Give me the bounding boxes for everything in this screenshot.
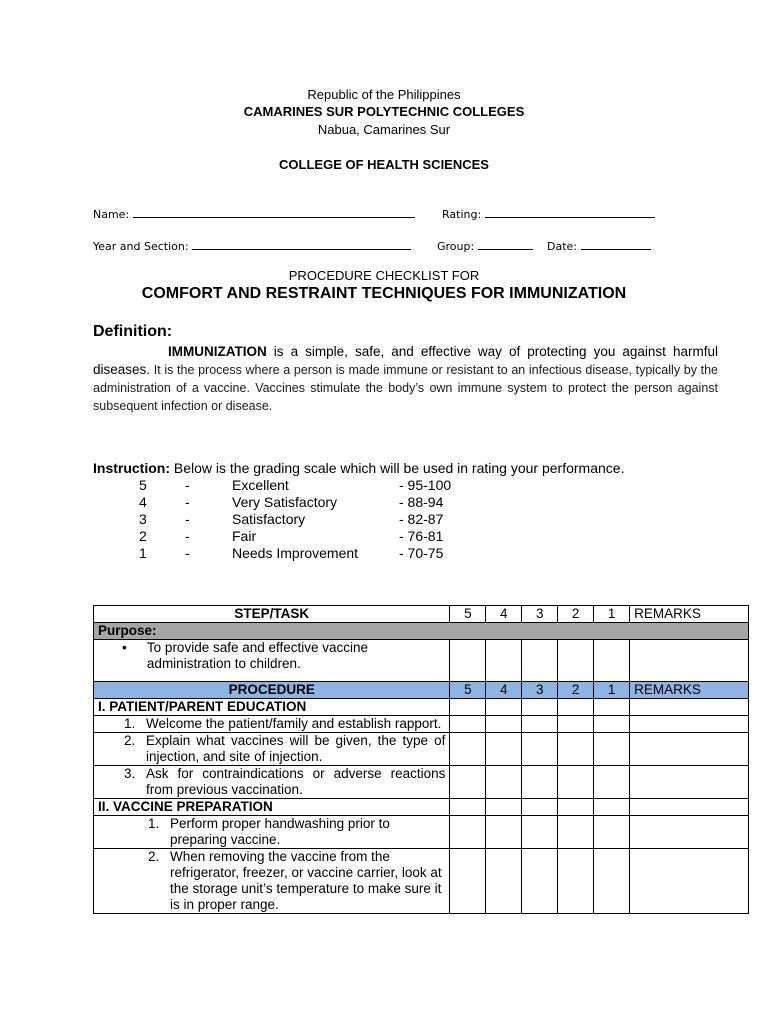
year-section-line xyxy=(192,238,411,250)
col-remarks: REMARKS xyxy=(630,606,749,623)
scale-row xyxy=(93,511,493,528)
definition-term: IMMUNIZATION xyxy=(168,344,267,359)
item-number: 3. xyxy=(124,766,136,781)
task-cell xyxy=(94,766,450,799)
score-cell[interactable] xyxy=(450,766,486,799)
name-field[interactable] xyxy=(93,206,415,221)
header-school: CAMARINES SUR POLYTECHNIC COLLEGES xyxy=(243,104,525,119)
instruction-label: Instruction: xyxy=(93,460,170,476)
score-cell[interactable] xyxy=(450,849,486,914)
score-cell[interactable] xyxy=(450,816,486,849)
remarks-cell[interactable] xyxy=(630,716,749,733)
group-label: Group: xyxy=(437,240,475,253)
section-row xyxy=(94,799,749,816)
table-row xyxy=(94,816,749,849)
score-cell[interactable] xyxy=(450,640,486,682)
grading-scale xyxy=(93,477,493,562)
scale-dash: - xyxy=(185,545,190,561)
scale-row xyxy=(93,528,493,545)
rating-label: Rating: xyxy=(442,208,482,221)
scale-score: 4 xyxy=(139,494,147,510)
checklist-label: PROCEDURE CHECKLIST FOR xyxy=(288,268,480,283)
scale-row xyxy=(93,477,493,494)
score-cell[interactable] xyxy=(486,640,522,682)
name-label: Name: xyxy=(93,208,130,221)
definition-heading: Definition: xyxy=(93,323,173,340)
definition-body xyxy=(93,343,718,415)
score-cell[interactable] xyxy=(558,640,594,682)
score-cell[interactable] xyxy=(522,640,558,682)
scale-row xyxy=(93,545,493,562)
col-score-3: 3 xyxy=(522,606,558,623)
group-line xyxy=(478,238,533,250)
table-row xyxy=(94,716,749,733)
purpose-cell xyxy=(94,640,450,682)
item-number: 2. xyxy=(148,849,160,864)
table-row xyxy=(94,849,749,914)
year-section-field[interactable] xyxy=(93,238,411,253)
score-cell[interactable] xyxy=(594,640,630,682)
scale-score: 5 xyxy=(139,477,147,493)
scale-desc: Needs Improvement xyxy=(232,545,359,561)
task-cell xyxy=(94,849,450,914)
score-cell[interactable] xyxy=(594,766,630,799)
task-cell xyxy=(94,716,450,733)
checklist-title: COMFORT AND RESTRAINT TECHNIQUES FOR IMMUNIZATION xyxy=(141,285,627,302)
scale-range: - 76-81 xyxy=(399,528,444,544)
instruction-text: Below is the grading scale which will be used in rating your performance. xyxy=(170,460,625,476)
scale-desc: Very Satisfactory xyxy=(232,494,338,510)
table-row xyxy=(94,640,749,682)
procedure-score-1: 1 xyxy=(594,682,630,699)
remarks-cell[interactable] xyxy=(630,640,749,682)
procedure-score-2: 2 xyxy=(558,682,594,699)
col-step-task: STEP/TASK xyxy=(94,606,450,623)
purpose-label: Purpose: xyxy=(94,623,749,640)
score-cell[interactable] xyxy=(558,716,594,733)
col-score-2: 2 xyxy=(558,606,594,623)
scale-range: - 95-100 xyxy=(399,477,452,493)
item-number: 2. xyxy=(124,733,136,748)
year-section-label: Year and Section: xyxy=(93,240,189,253)
score-cell[interactable] xyxy=(522,733,558,766)
task-cell xyxy=(94,733,450,766)
table-row xyxy=(94,733,749,766)
score-cell[interactable] xyxy=(558,733,594,766)
rating-field[interactable] xyxy=(442,206,655,221)
purpose-text: To provide safe and effective vaccine administration to children. xyxy=(146,640,369,671)
item-number: 1. xyxy=(124,716,136,731)
scale-dash: - xyxy=(185,528,190,544)
col-score-1: 1 xyxy=(594,606,630,623)
remarks-cell[interactable] xyxy=(630,816,749,849)
rating-line xyxy=(485,206,655,218)
purpose-row xyxy=(94,623,749,640)
checklist-table xyxy=(93,605,749,914)
score-cell[interactable] xyxy=(594,816,630,849)
instruction xyxy=(93,460,624,476)
item-text: When removing the vaccine from the refrigerator, freezer, or vaccine carrier, look at the storage unit’s temperature to make sure it is in proper range. xyxy=(170,849,442,912)
score-cell[interactable] xyxy=(486,766,522,799)
procedure-label: PROCEDURE xyxy=(94,682,450,699)
section-title-2: II. VACCINE PREPARATION xyxy=(94,799,450,816)
remarks-cell[interactable] xyxy=(630,766,749,799)
col-score-4: 4 xyxy=(486,606,522,623)
procedure-score-3: 3 xyxy=(522,682,558,699)
task-cell xyxy=(94,816,450,849)
score-cell[interactable] xyxy=(486,816,522,849)
scale-row xyxy=(93,494,493,511)
scale-desc: Excellent xyxy=(232,477,289,493)
scale-dash: - xyxy=(185,494,190,510)
table-header-row xyxy=(94,606,749,623)
table-row xyxy=(94,766,749,799)
scale-dash: - xyxy=(185,477,190,493)
item-text: Welcome the patient/family and establish rapport. xyxy=(146,716,442,731)
section-row xyxy=(94,699,749,716)
item-number: 1. xyxy=(148,816,160,831)
list-item xyxy=(98,640,445,672)
definition-lead-text: is a simple, safe, and effective way of protecting you against harmful diseases. xyxy=(93,344,718,377)
score-cell[interactable] xyxy=(558,766,594,799)
date-field[interactable] xyxy=(547,238,651,253)
scale-dash: - xyxy=(185,511,190,527)
item-text: Ask for contraindications or adverse reactions from previous vaccination. xyxy=(146,766,446,797)
score-cell[interactable] xyxy=(522,766,558,799)
procedure-score-5: 5 xyxy=(450,682,486,699)
score-cell[interactable] xyxy=(594,733,630,766)
score-cell[interactable] xyxy=(594,716,630,733)
name-line xyxy=(133,206,415,218)
scale-score: 3 xyxy=(139,511,147,527)
score-cell[interactable] xyxy=(594,849,630,914)
col-score-5: 5 xyxy=(450,606,486,623)
group-field[interactable] xyxy=(437,238,533,253)
header-republic: Republic of the Philippines xyxy=(307,87,461,102)
score-cell[interactable] xyxy=(522,716,558,733)
procedure-header-row xyxy=(94,682,749,699)
header-location: Nabua, Camarines Sur xyxy=(317,122,451,137)
score-cell[interactable] xyxy=(486,733,522,766)
bullet-icon: • xyxy=(122,640,127,655)
score-cell[interactable] xyxy=(522,849,558,914)
item-text: Explain what vaccines will be given, the type of injection, and site of injection. xyxy=(146,733,446,764)
score-cell[interactable] xyxy=(450,716,486,733)
scale-desc: Fair xyxy=(232,528,257,544)
scale-range: - 70-75 xyxy=(399,545,444,561)
item-text: Perform proper handwashing prior to preparing vaccine. xyxy=(170,816,390,847)
header-college: COLLEGE OF HEALTH SCIENCES xyxy=(279,157,489,172)
score-cell[interactable] xyxy=(558,816,594,849)
scale-range: - 88-94 xyxy=(399,494,444,510)
scale-range: - 82-87 xyxy=(399,511,444,527)
remarks-cell[interactable] xyxy=(630,849,749,914)
date-label: Date: xyxy=(547,240,577,253)
scale-score: 2 xyxy=(139,528,147,544)
section-title-1: I. PATIENT/PARENT EDUCATION xyxy=(94,699,450,716)
definition-rest: It is the process where a person is made immune or resistant to an infectious disease, typically by the administration of a vaccine. Vaccines stimulate the body’s own immune system to protect the person against subsequent infection or disease. xyxy=(93,363,718,413)
score-cell[interactable] xyxy=(486,716,522,733)
score-cell[interactable] xyxy=(522,816,558,849)
procedure-score-4: 4 xyxy=(486,682,522,699)
scale-score: 1 xyxy=(139,545,147,561)
score-cell[interactable] xyxy=(450,733,486,766)
remarks-cell[interactable] xyxy=(630,733,749,766)
score-cell[interactable] xyxy=(558,849,594,914)
procedure-remarks: REMARKS xyxy=(630,682,749,699)
scale-desc: Satisfactory xyxy=(232,511,306,527)
score-cell[interactable] xyxy=(486,849,522,914)
date-line xyxy=(581,238,651,250)
